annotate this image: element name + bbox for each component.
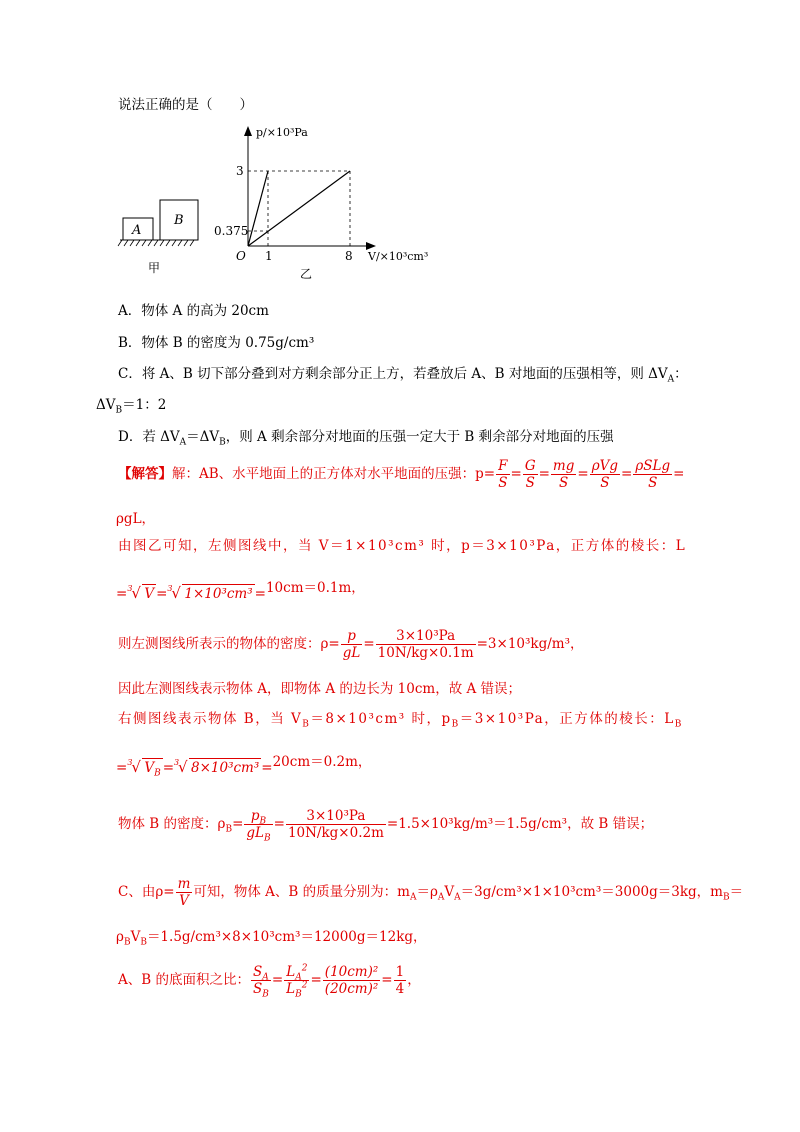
y-arrow [244, 126, 252, 136]
answer-line-11: $\rho_BV_B=1.5g/cm^3\times 8\times 10^3cm^3=12000g=12kg$， [116, 929, 427, 948]
label-b: B [174, 213, 184, 228]
answer-line-1: 【解答】解：AB、水平地面上的正方体对水平地面的压强：p= $\frac{F}{S}$ = $\frac{G}{S}$ = $\frac{mg}{S}$ = $\frac{\text{ρVg}}{S}$ = $\frac{\text{ρSLg}}{S}$ = [118, 458, 685, 491]
answer-line-6: 因此左测图线表示物体 A，即物体 A 的边长为 10cm，故 A 错误； [118, 681, 522, 697]
label-yi: 乙 [300, 267, 313, 281]
option-c-line2: $\Delta V_B=1$：2 [96, 397, 167, 416]
question-stem: 说法正确的是（ ） [118, 97, 253, 113]
x-arrow [366, 242, 376, 250]
answer-line-9: 物体 B 的密度：$\rho_B=$ $\frac{p_B}{gL_B}$ = $\frac{\text{3×10³Pa}}{10N/kg\times 0.2m}$ =1.5×10³kg/m³＝1.5g/cm³，故 B 错误； [118, 808, 654, 844]
x-axis-label: V/×10³cm³ [368, 250, 429, 263]
option-a: A．物体 A 的高为 20cm [118, 303, 269, 319]
line-b [248, 171, 350, 246]
y-tick-3: 3 [236, 164, 244, 178]
answer-tag: 【解答】 [118, 466, 172, 482]
answer-line-8: = 3 √ $V_B$ = 3 √ 8×10³cm³ =20cm＝0.2m， [116, 754, 372, 779]
answer-line-5: 则左测图线所表示的物体的密度：ρ= $\frac{p}{gL}$ = $\frac{\text{3×10³Pa}}{10N/kg\times 0.1m}$ =3×10³kg/m³， [118, 628, 584, 661]
x-tick-8: 8 [345, 249, 353, 263]
answer-line-12: A、B 的底面积之比： $\frac{S_A}{S_B}$ = $\frac{L_A^2}{L_B^2}$ = $\frac{\text{(10cm)²}}{\text{(20cm)²}}$ = $\frac{1}{4}$ ， [118, 963, 421, 1000]
label-jia: 甲 [148, 261, 161, 275]
x-tick-1: 1 [265, 249, 273, 263]
y-tick-0375: 0.375 [214, 224, 249, 238]
line-a [248, 171, 268, 246]
option-d: D．若 $\Delta V_A=\Delta V_B$，则 A 剩余部分对地面的压强一定大于 B 剩余部分对地面的压强 [118, 429, 614, 448]
answer-line-2: ρgL， [116, 511, 156, 527]
label-a: A [132, 223, 142, 238]
answer-line-7: 右侧图线表示物体 B，当 $V_B=8\times 10^3cm^3$ 时，$p_B=3\times 10^3Pa$，正方体的棱长：$L_B$ [118, 711, 683, 730]
y-axis-label: p/×10³Pa [256, 126, 308, 139]
figure [108, 118, 438, 288]
answer-line-3: 由图乙可知，左侧图线中，当 V＝1×10³cm³ 时，p＝3×10³Pa，正方体的棱长：L [118, 538, 687, 554]
option-c-line1: C．将 A、B 切下部分叠到对方剩余部分正上方，若叠放后 A、B 对地面的压强相等，则 $\Delta V_A$： [118, 366, 688, 385]
answer-line-10: C、由ρ= $\frac{m}{V}$ 可知，物体 A、B 的质量分别为：$m_A=\rho_AV_A=3g/cm^3\times 1\times 10^3cm^3=3000g=3kg$，$m_B=$ [118, 876, 744, 909]
option-b: B．物体 B 的密度为 0.75g/cm³ [118, 335, 315, 351]
origin-label: O [236, 249, 246, 263]
ground-hatch [118, 240, 194, 246]
answer-line-4: = 3 √ V = 3 √ 1×10³cm³ =10cm＝0.1m， [116, 580, 365, 602]
